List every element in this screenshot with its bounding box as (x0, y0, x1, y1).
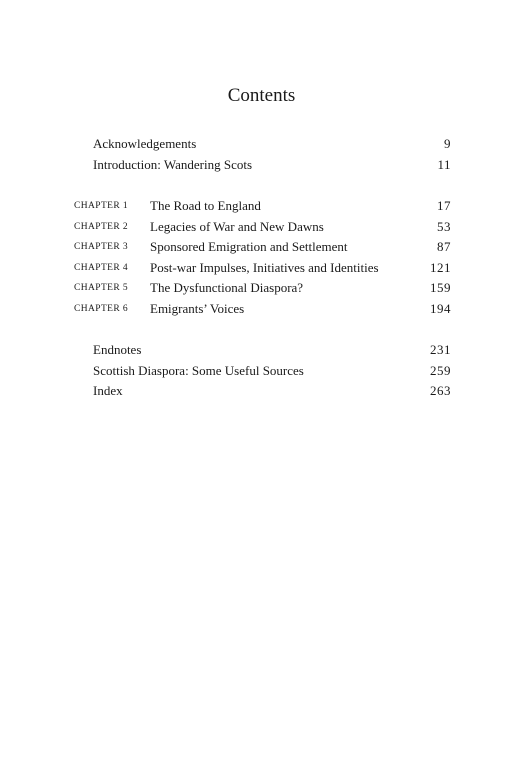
toc-entry-useful-sources[interactable] (74, 361, 451, 382)
toc-page-number: 194 (430, 300, 451, 316)
toc-entry-chapter-5[interactable] (74, 278, 451, 299)
chapter-number: CHAPTER 2 (74, 221, 129, 232)
toc-page-number: 53 (437, 218, 451, 234)
chapter-title: Emigrants’ Voices (150, 300, 245, 316)
chapter-number: CHAPTER 5 (74, 283, 129, 294)
toc-entry-chapter-6[interactable] (74, 299, 451, 320)
toc-page-number: 159 (430, 280, 451, 296)
front-matter-list (74, 134, 451, 175)
toc-entry-acknowledgements[interactable] (74, 134, 451, 155)
chapter-title: The Road to England (150, 198, 261, 213)
toc-page-number: 259 (430, 362, 451, 378)
toc-page-number: 121 (430, 259, 451, 275)
toc-entry-label: Acknowledgements (93, 136, 197, 151)
chapter-number: CHAPTER 6 (74, 303, 129, 314)
toc-entry-chapter-2[interactable] (74, 217, 451, 238)
chapter-title: Legacies of War and New Dawns (150, 218, 324, 234)
toc-page-number: 263 (430, 383, 451, 399)
chapter-title: Sponsored Emigration and Settlement (150, 239, 348, 255)
chapter-number: CHAPTER 3 (74, 242, 129, 253)
toc-entry-index[interactable] (74, 381, 451, 402)
toc-entry-label: Index (93, 383, 123, 399)
back-matter-list (74, 340, 451, 402)
page-title: Contents (227, 85, 296, 106)
toc-entry-chapter-4[interactable] (74, 258, 451, 279)
toc-entry-label: Endnotes (93, 342, 142, 357)
toc-page-number: 231 (430, 342, 451, 357)
toc-page-number: 11 (437, 156, 451, 172)
toc-page-number: 9 (444, 136, 451, 151)
toc-entry-endnotes[interactable] (74, 340, 451, 361)
chapter-number: CHAPTER 1 (74, 201, 129, 211)
toc-entry-chapter-1[interactable] (74, 196, 451, 217)
chapter-list (74, 196, 451, 320)
chapter-title: Post-war Impulses, Initiatives and Identities (150, 259, 379, 275)
toc-entry-introduction[interactable] (74, 155, 451, 176)
toc-page-number: 17 (437, 198, 451, 213)
toc-entry-label: Scottish Diaspora: Some Useful Sources (93, 362, 304, 378)
chapter-title: The Dysfunctional Diaspora? (150, 280, 304, 296)
toc-page-number: 87 (437, 239, 451, 255)
chapter-number: CHAPTER 4 (74, 262, 129, 273)
toc-entry-chapter-3[interactable] (74, 237, 451, 258)
toc-entry-label: Introduction: Wandering Scots (93, 156, 253, 172)
